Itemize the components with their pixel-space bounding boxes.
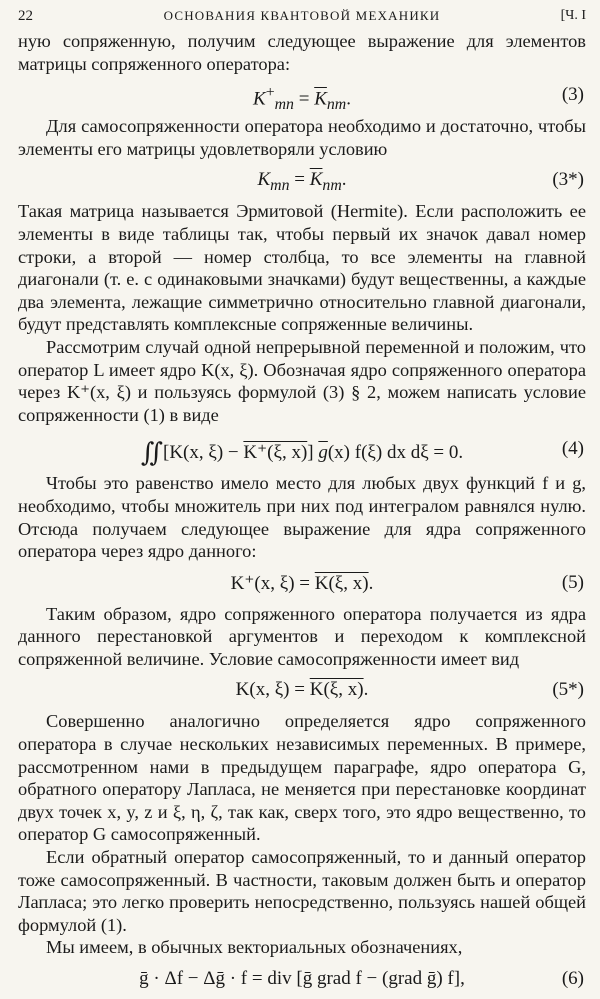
paragraph: Такая матрица называется Эрмитовой (Hermite). Если расположить ее элементы в виде таблицы так, чтобы первый их значок давал номер строки, а второй — номер столбца, то все элементы на главной диагонали (т. е. с одинаковыми значками) будут вещественны, а каждые два элемента, лежащие симметрично относительно главной диагонали, будут представлять комплексные сопряженные величины. (18, 201, 586, 335)
equation-formula: ḡ · Δf − Δḡ · f = div [ḡ grad f − (grad ḡ) f], (139, 968, 465, 989)
eq-term: K⁺(ξ, x) (243, 442, 308, 464)
eq-term: K(ξ, x) (309, 679, 364, 701)
part-label: [Ч. I (560, 8, 586, 23)
paragraph: Совершенно аналогично определяется ядро сопряженного оператора в случае нескольких независимых переменных. В примере, рассмотренном нами в предыдущем параграфе, ядро оператора G, обратного оператору Лапласа, не меняется при перестановке координат двух точек x, y, z и ξ, η, ζ, так как, сверх того, это ядро вещественно, то оператор G самосопряженный. (18, 711, 586, 845)
eq-term: [K(x, ξ) − (163, 442, 244, 464)
eq-sign: = (289, 169, 310, 191)
integral-sign: ∬ (140, 438, 163, 468)
eq-sub: mn (270, 177, 290, 195)
equation-4 (18, 426, 586, 472)
page-header (18, 4, 586, 30)
eq-term: K (257, 169, 271, 191)
equation-number: (4) (561, 438, 584, 460)
eq-sup: + (265, 84, 275, 102)
eq-term: K⁺(x, ξ) = (230, 572, 315, 594)
eq-end: . (363, 679, 369, 701)
equation-number: (3*) (552, 169, 584, 191)
equation-formula (18, 84, 586, 114)
eq-term: (x) f(ξ) dx dξ = 0. (327, 442, 464, 464)
equation-number: (5) (561, 571, 584, 593)
eq-end: . (368, 572, 374, 594)
equation-formula (18, 169, 586, 195)
paragraph: ную сопряженную, получим следующее выражение для элементов матрицы сопряженного оператора: (18, 31, 586, 74)
running-title: ОСНОВАНИЯ КВАНТОВОЙ МЕХАНИКИ (163, 8, 441, 23)
equation-6 (18, 959, 586, 999)
paragraph: Мы имеем, в обычных векториальных обозначениях, (46, 937, 463, 958)
eq-term: K(ξ, x) (314, 572, 369, 594)
page-number: 22 (18, 8, 33, 24)
eq-sub: mn (274, 96, 294, 114)
equation-formula (18, 572, 586, 595)
eq-term: $\overline{K}$ (309, 169, 323, 191)
eq-sub: nm (326, 96, 347, 114)
equation-number: (3) (561, 84, 584, 106)
equation-formula (18, 679, 586, 701)
eq-term: ] (307, 442, 319, 464)
equation-3-star (18, 160, 586, 200)
eq-end: . (341, 169, 347, 191)
equation-number: (6) (561, 968, 584, 989)
eq-term: $\overline{g}$ (318, 442, 328, 464)
paragraph: Рассмотрим случай одной непрерывной переменной и положим, что оператор L имеет ядро K(x, ξ). Обозначая ядро сопряженного оператора через K⁺(x, ξ) и пользуясь формулой (3) § 2, можем написать условие сопряженности (1) в виде (18, 336, 586, 425)
equation-number: (5*) (552, 679, 584, 701)
eq-term: $\overline{K}$ (314, 88, 327, 110)
paragraph: Для самосопряженности оператора необходимо и достаточно, чтобы элементы его матрицы удовлетворяли условию (18, 116, 586, 159)
equation-5-star (18, 670, 586, 710)
paragraph: Таким образом, ядро сопряженного оператора получается из ядра данного перестановкой аргументов и переходом к комплексной сопряженной величине. Условие самосопряженности имеет вид (18, 603, 586, 669)
eq-sub: nm (322, 177, 342, 195)
equation-formula (18, 438, 586, 468)
eq-term: K(x, ξ) = (235, 679, 310, 701)
eq-term: K (253, 88, 266, 110)
paragraph: Если обратный оператор самосопряженный, то и данный оператор тоже самосопряженный. В частности, таковым должен быть и оператор Лапласа; это легко проверить непосредственно, пользуясь нашей общей формулой (1). (18, 847, 586, 935)
paragraph: Чтобы это равенство имело место для любых двух функций f и g, необходимо, чтобы множитель при них под интегралом равнялся нулю. Отсюда получаем следующее выражение для ядра сопряженного оператора через ядро данного: (18, 473, 586, 562)
eq-end: . (346, 88, 351, 110)
equation-5 (18, 563, 586, 603)
equation-3 (18, 75, 586, 115)
eq-sign: = (293, 88, 315, 110)
